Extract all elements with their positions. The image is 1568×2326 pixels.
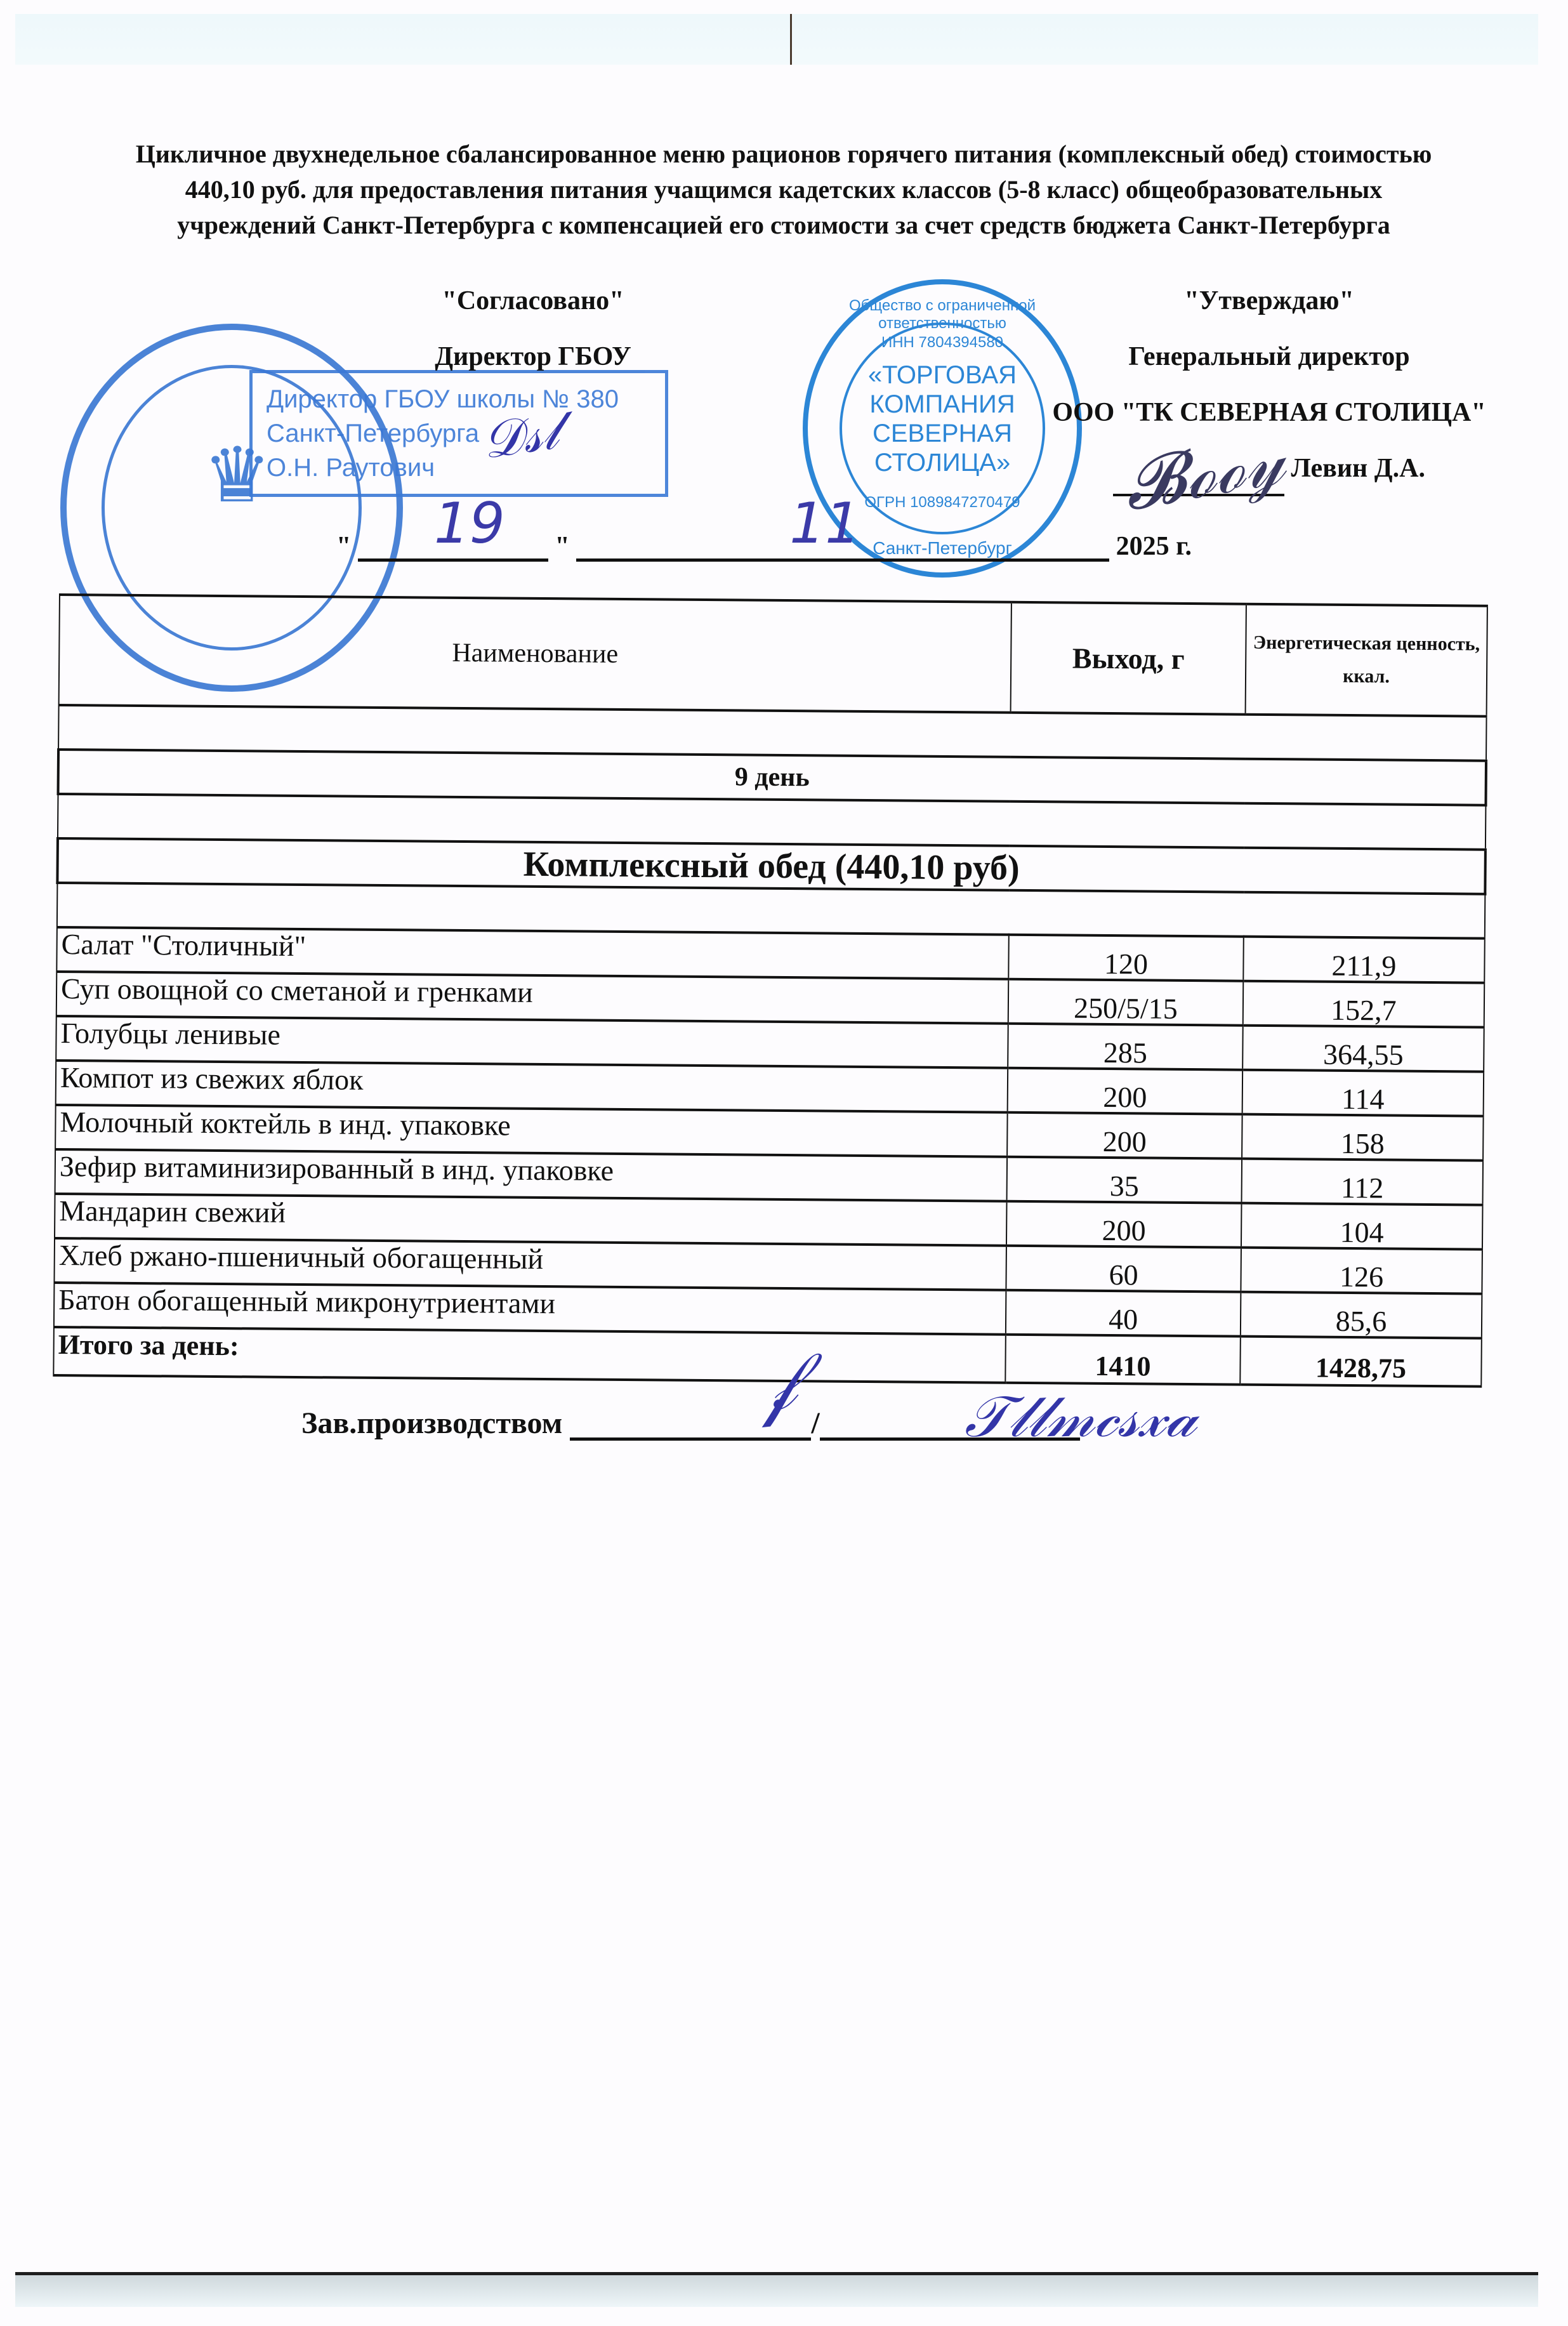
item-name: Суп овощной со сметаной и гренками bbox=[56, 972, 1009, 1024]
header-yield: Выход, г bbox=[1011, 602, 1246, 715]
scan-bottom-edge bbox=[15, 2272, 1538, 2307]
director-signature: 𝒟𝓈𝓁 bbox=[478, 401, 562, 470]
item-name: Мандарин свежий bbox=[55, 1194, 1007, 1246]
table-header-row bbox=[59, 595, 1487, 717]
coat-of-arms-icon: ♛ bbox=[203, 433, 272, 518]
production-manager-handwritten-name: 𝒯𝓁𝓁𝓂𝒸𝓈𝓍𝒶 bbox=[965, 1384, 1197, 1450]
stamp-line: Директор ГБОУ школы № 380 bbox=[267, 385, 619, 413]
approval-heading: "Согласовано" bbox=[442, 286, 624, 315]
name-separator: / bbox=[811, 1406, 820, 1440]
approval-heading: "Утверждаю" bbox=[1184, 286, 1354, 315]
production-manager-role: Зав.производством bbox=[301, 1406, 563, 1440]
item-yield: 120 bbox=[1008, 935, 1244, 981]
stamp-center-line: СЕВЕРНАЯ bbox=[872, 420, 1013, 447]
item-yield: 60 bbox=[1006, 1246, 1241, 1292]
date-close-quote: " bbox=[555, 532, 570, 561]
stamp-center-line: «ТОРГОВАЯ bbox=[867, 361, 1017, 389]
stamp-inn: ИНН 7804394580 bbox=[881, 334, 1004, 351]
item-energy: 158 bbox=[1242, 1114, 1484, 1161]
stamp-ogrn: ОГРН 1089847270479 bbox=[864, 494, 1020, 511]
item-name: Батон обогащенный микронутриентами bbox=[54, 1283, 1006, 1335]
date-month: 11 bbox=[789, 491, 861, 556]
total-yield: 1410 bbox=[1005, 1335, 1241, 1385]
stamp-center-text bbox=[808, 360, 1077, 477]
meal-label: Комплексный обед (440,10 руб) bbox=[57, 838, 1485, 894]
item-name: Молочный коктейль в инд. упаковке bbox=[55, 1105, 1008, 1157]
item-energy: 364,55 bbox=[1242, 1026, 1484, 1072]
approval-signatory: Левин Д.А. bbox=[1291, 454, 1425, 483]
day-label: 9 день bbox=[58, 750, 1486, 805]
approval-organization: ООО "ТК СЕВЕРНАЯ СТОЛИЦА" bbox=[1052, 398, 1486, 427]
item-name: Зефир витаминизированный в инд. упаковке bbox=[55, 1149, 1008, 1201]
item-yield: 285 bbox=[1008, 1024, 1243, 1070]
stamp-ring-text: Общество с ограниченной ответственностью bbox=[849, 297, 1036, 332]
stamp-line: Санкт-Петербурга bbox=[267, 420, 480, 447]
stamp-line: О.Н. Раутович bbox=[267, 454, 435, 482]
header-energy: Энергетическая ценность, ккал. bbox=[1246, 604, 1487, 717]
header-name: Наименование bbox=[59, 595, 1011, 713]
stamp-center-line: КОМПАНИЯ bbox=[869, 390, 1015, 418]
item-energy: 85,6 bbox=[1241, 1292, 1482, 1338]
date-year: 2025 г. bbox=[1116, 532, 1192, 561]
item-energy: 152,7 bbox=[1243, 981, 1485, 1028]
item-yield: 250/5/15 bbox=[1008, 979, 1244, 1026]
item-yield: 200 bbox=[1007, 1113, 1242, 1159]
title-line: учреждений Санкт-Петербурга с компенсацией его стоимости за счет средств бюджета Санкт-Петербурга bbox=[177, 211, 1390, 239]
director-box-stamp bbox=[249, 370, 668, 497]
document-title bbox=[63, 136, 1504, 243]
total-label: Итого за день: bbox=[53, 1327, 1006, 1383]
item-name: Салат "Столичный" bbox=[56, 927, 1009, 979]
item-name: Хлеб ржано-пшеничный обогащенный bbox=[54, 1238, 1006, 1290]
item-yield: 200 bbox=[1008, 1068, 1243, 1114]
production-manager-signature: 𝒻 bbox=[756, 1337, 800, 1429]
total-energy: 1428,75 bbox=[1240, 1337, 1482, 1387]
item-name: Компот из свежих яблок bbox=[56, 1061, 1008, 1113]
approval-position: Директор ГБОУ bbox=[435, 342, 631, 371]
item-yield: 200 bbox=[1006, 1201, 1242, 1248]
item-energy: 104 bbox=[1241, 1203, 1483, 1250]
date-day: 19 bbox=[433, 491, 505, 556]
approval-block-agreed bbox=[355, 273, 711, 385]
item-name: Голубцы ленивые bbox=[56, 1016, 1008, 1068]
item-yield: 35 bbox=[1007, 1157, 1242, 1203]
title-line: 440,10 руб. для предоставления питания учащимся кадетских классов (5-8 класс) общеобразовательных bbox=[185, 175, 1383, 204]
production-manager-sign bbox=[301, 1406, 1080, 1441]
item-energy: 126 bbox=[1241, 1248, 1482, 1294]
date-open-quote: " bbox=[336, 532, 352, 561]
stamp-city: Санкт-Петербург bbox=[873, 538, 1012, 558]
item-energy: 211,9 bbox=[1243, 937, 1485, 983]
title-line: Цикличное двухнедельное сбалансированное меню рационов горячего питания (комплексный обед) стоимостью bbox=[135, 140, 1432, 168]
item-yield: 40 bbox=[1006, 1290, 1241, 1337]
scan-top-edge bbox=[15, 14, 1538, 65]
scan-fold-line bbox=[790, 14, 792, 65]
stamp-center-line: СТОЛИЦА» bbox=[874, 449, 1011, 477]
item-energy: 112 bbox=[1242, 1159, 1484, 1205]
item-energy: 114 bbox=[1242, 1070, 1484, 1116]
approval-position: Генеральный директор bbox=[1128, 342, 1410, 371]
date-day-field bbox=[358, 491, 548, 562]
general-director-signature: 𝓑ℴℴ𝓎 bbox=[1117, 418, 1291, 527]
menu-table bbox=[52, 593, 1489, 1388]
